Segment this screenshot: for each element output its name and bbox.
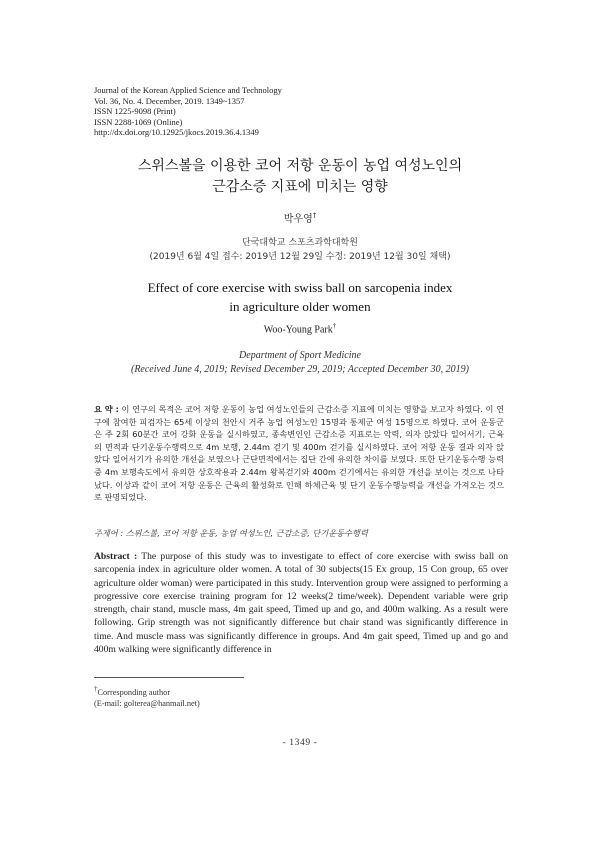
journal-name: Journal of the Korean Applied Science and Technology — [94, 85, 282, 95]
english-abstract-text: The purpose of this study was to investigate to effect of core exercise with swiss ball on sarcopenia index in agriculture older women. A total of 30 subjects(15 Ex group, 15 Con group, 65 over agriculture older woman) were participated in this study. Intervention group were assigned to performing a progressive core exercise training program for 12 weeks(2 time/week). Dependent variable were grip strength, chair stand, muscle mass, 4m gait speed, Timed up and go, and 400m walking. As a result were following. Grip strength was not significantly difference but chair stand was significantly difference in time. And muscle mass was significantly difference in groups. And 4m gait speed, Timed up and go and 400m walking were significantly difference in — [94, 551, 508, 656]
footnote — [94, 684, 200, 710]
footnote-mark: † — [94, 685, 98, 693]
english-abstract — [94, 550, 508, 656]
korean-abstract — [94, 403, 504, 504]
english-author-name: Woo-Young Park — [263, 324, 333, 336]
english-abstract-label: Abstract : — [94, 551, 138, 562]
korean-affiliation — [0, 236, 600, 264]
journal-info — [94, 85, 282, 138]
footnote-label: Corresponding author — [97, 687, 171, 697]
footnote-email: (E-mail: golterea@hanmail.net) — [94, 699, 200, 709]
journal-volume: Vol. 36, No. 4. December, 2019. 1349~1357 — [94, 95, 245, 106]
english-affiliation — [0, 349, 600, 377]
english-title-line2: in agriculture older women — [229, 299, 371, 314]
issn-online: ISSN 2288-1069 (Online) — [94, 116, 183, 127]
footnote-divider — [94, 677, 244, 678]
english-title-line1: Effect of core exercise with swiss ball on sarcopenia index — [147, 280, 453, 295]
english-department: Department of Sport Medicine — [239, 350, 361, 361]
english-dates: (Received June 4, 2019; Revised December 29, 2019; Accepted December 30, 2019) — [130, 364, 469, 375]
issn-print: ISSN 1225-9098 (Print) — [94, 106, 176, 117]
corresponding-mark: † — [332, 322, 337, 330]
doi-link[interactable]: http://dx.doi.org/10.12925/jkocs.2019.36.4.1349 — [94, 127, 259, 138]
corresponding-mark: † — [312, 211, 317, 220]
korean-author — [0, 210, 600, 225]
korean-abstract-label: 요 약 : — [94, 404, 119, 414]
korean-abstract-text: 이 연구의 목적은 코어 저항 운동이 농업 여성노인들의 근감소증 지표에 미치는 영향을 보고자 하였다. 이 연구에 참여한 피검자는 65세 이상의 천안시 거주 농업 여성노인 15명과 통제군 여성 15명으로 하였다. 코어 운동군은 주 2회 60분간 코어 강화 운동을 실시하였고, 종속변인인 근감소증 지표로는 악력, 의자 앉았다 일어서기, 근육의 면적과 단기운동수행력으로 4m 보행, 2.44m 걷기 및 400m 걷기를 실시하였다. 코어 저항 운동 결과 의자 앉았다 일어서기가 유의한 개선을 보였으나 근단면적에서는 집단 간에 유의한 차이를 보였다. 또한 단기운동수행 능력 중 4m 보행속도에서 유의한 상호작용과 2.44m 왕복걷기와 400m 걷기에서는 유의한 개선을 보이는 것으로 나타났다. 이상과 같이 코어 저항 운동은 근육의 활성화로 인해 하체근육 및 단기 운동수행능력을 개선을 가져오는 것으로 판명되었다. — [94, 404, 504, 503]
korean-title-line2: 근감소증 지표에 미치는 영향 — [212, 179, 388, 195]
korean-title-line1: 스위스볼을 이용한 코어 저항 운동이 농업 여성노인의 — [137, 158, 463, 174]
korean-keywords: 주제어 : 스위스볼, 코어 저항 운동, 농업 여성노인, 근감소증, 단기운동수행력 — [94, 528, 368, 538]
korean-author-name: 박우영 — [283, 214, 313, 225]
korean-dates: (2019년 6월 4일 접수: 2019년 12월 29일 수정: 2019년 12월 30일 채택) — [149, 252, 451, 262]
korean-title — [0, 156, 600, 198]
english-author — [0, 322, 600, 335]
korean-department: 단국대학교 스포츠과학대학원 — [242, 238, 358, 248]
page-number: - 1349 - — [282, 738, 318, 748]
english-title — [0, 278, 600, 316]
